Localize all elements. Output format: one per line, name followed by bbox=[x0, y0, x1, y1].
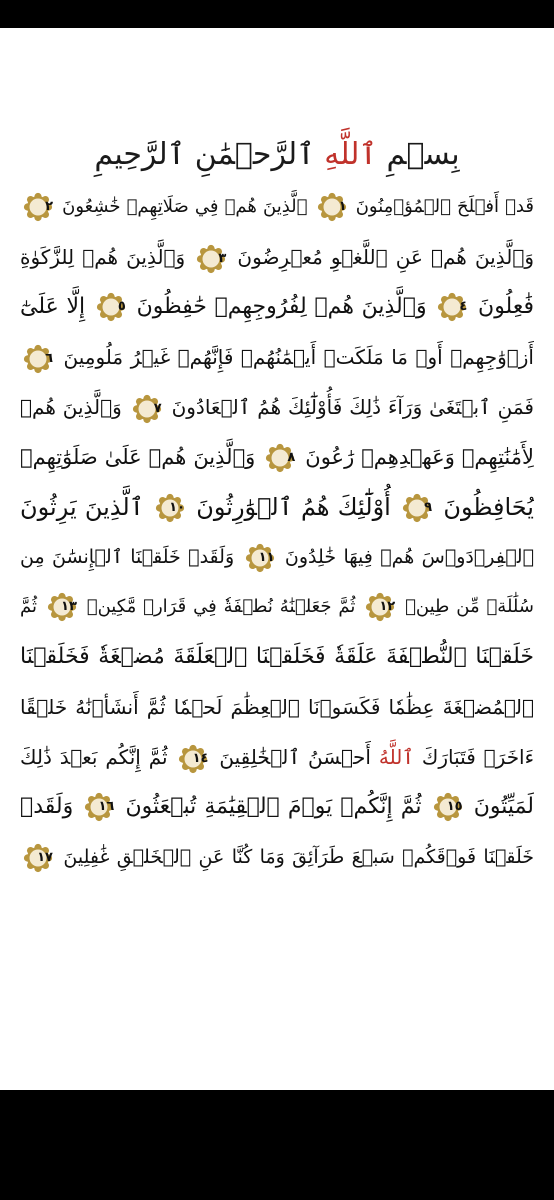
verse-line bbox=[20, 232, 534, 282]
ayah-marker[interactable] bbox=[196, 244, 226, 274]
ayah-marker[interactable] bbox=[155, 493, 185, 523]
verse-text: فَمَنِ ٱبۡتَغَىٰ وَرَآءَ ذَٰلِكَ فَأُوْلَٰٓئِكَ هُمُ ٱلۡعَادُونَ bbox=[171, 395, 534, 419]
ayah-marker[interactable] bbox=[402, 493, 432, 523]
ayah-number: ٣ bbox=[218, 250, 227, 266]
ayah-marker[interactable] bbox=[245, 543, 275, 573]
basmala-part-2: ٱلرَّحۡمَٰنِ ٱلرَّحِيمِ bbox=[94, 137, 325, 172]
verse-text: إِلَّا عَلَىٰٓ bbox=[20, 294, 86, 319]
verse-line bbox=[20, 182, 534, 232]
ayah-number: ٧ bbox=[153, 400, 162, 416]
verse-text: وَٱلَّذِينَ هُمۡ عَلَىٰ صَلَوَٰتِهِمۡ bbox=[20, 445, 256, 469]
verse-line bbox=[20, 732, 534, 782]
verse-lines bbox=[20, 182, 534, 882]
ayah-number: ١٥ bbox=[446, 799, 463, 814]
ayah-number: ١٤ bbox=[192, 750, 209, 766]
verse-line bbox=[20, 532, 534, 582]
verse-text: ٱلَّذِينَ يَرِثُونَ bbox=[20, 493, 144, 521]
ayah-marker[interactable] bbox=[23, 843, 53, 873]
ayah-number: ١٦ bbox=[98, 799, 115, 814]
verse-line bbox=[20, 632, 534, 682]
verse-text: لِأَمَٰنَٰتِهِمۡ وَعَهۡدِهِمۡ رَٰعُونَ bbox=[305, 445, 534, 469]
verse-text: ثُمَّ bbox=[20, 596, 37, 617]
verse-text: وَلَقَدۡ bbox=[20, 794, 74, 819]
ayah-marker[interactable] bbox=[437, 292, 467, 322]
ayah-number: ٢ bbox=[45, 199, 53, 214]
ayah-number: ٦ bbox=[45, 350, 53, 366]
ayah-marker[interactable] bbox=[23, 344, 53, 374]
verse-text: وَلَقَدۡ خَلَقۡنَا ٱلۡإِنسَٰنَ مِن bbox=[20, 546, 235, 568]
verse-text: ثُمَّ جَعَلۡنَٰهُ نُطۡفَةٗ فِي قَرَارٖ مَّكِينٖ bbox=[86, 596, 356, 617]
ayah-number: ١٠ bbox=[169, 500, 186, 515]
basmala bbox=[20, 128, 534, 182]
basmala-part-1: بِسۡمِ bbox=[377, 137, 460, 172]
ayah-marker[interactable] bbox=[433, 792, 463, 822]
ayah-marker[interactable] bbox=[84, 792, 114, 822]
verse-text: وَٱلَّذِينَ هُمۡ لِلزَّكَوٰةِ bbox=[20, 245, 186, 269]
ayah-number: ٥ bbox=[117, 299, 126, 314]
ayah-number: ٩ bbox=[424, 500, 433, 515]
divine-name: ٱللَّهُ bbox=[378, 745, 415, 769]
verse-text: ءَاخَرَۚ فَتَبَارَكَ bbox=[421, 745, 534, 769]
ayah-number: ١٣ bbox=[61, 599, 77, 614]
basmala-divine-name: ٱللَّهِ bbox=[324, 137, 378, 172]
ayah-marker[interactable] bbox=[265, 443, 295, 473]
verse-line bbox=[20, 682, 534, 732]
verse-text: يُحَافِظُونَ bbox=[443, 493, 534, 521]
verse-text: وَٱلَّذِينَ هُمۡ bbox=[20, 395, 122, 419]
verse-text: أَزۡوَٰجِهِمۡ أَوۡ مَا مَلَكَتۡ أَيۡمَٰنُهُمۡ فَإِنَّهُمۡ غَيۡرُ مَلُومِينَ bbox=[63, 345, 534, 369]
verse-text: وَٱلَّذِينَ هُمۡ لِفُرُوجِهِمۡ حَٰفِظُونَ bbox=[136, 294, 427, 319]
verse-text: فَٰعِلُونَ bbox=[478, 294, 534, 319]
ayah-marker[interactable] bbox=[23, 192, 53, 222]
ayah-number: ١٢ bbox=[379, 599, 396, 614]
verse-text: وَٱلَّذِينَ هُمۡ عَنِ ٱللَّغۡوِ مُعۡرِضُونَ bbox=[237, 245, 534, 269]
verse-line bbox=[20, 482, 534, 532]
surah-text-block bbox=[20, 128, 534, 882]
verse-line bbox=[20, 332, 534, 382]
verse-text: قَدۡ أَفۡلَحَ ٱلۡمُؤۡمِنُونَ bbox=[355, 196, 534, 217]
verse-text: خَلَقۡنَا فَوۡقَكُمۡ سَبۡعَ طَرَآئِقَ وَمَا كُنَّا عَنِ ٱلۡخَلۡقِ غَٰفِلِينَ bbox=[63, 846, 534, 868]
verse-text: سُلَٰلَةٖ مِّن طِينٖ bbox=[405, 596, 534, 617]
ayah-number: ١٧ bbox=[37, 849, 53, 865]
ayah-number: ٨ bbox=[287, 450, 296, 465]
mushaf-page[interactable] bbox=[0, 28, 554, 1090]
ayah-marker[interactable] bbox=[132, 394, 162, 424]
ayah-number: ١١ bbox=[258, 549, 275, 565]
ayah-marker[interactable] bbox=[317, 192, 347, 222]
verse-text: ثُمَّ إِنَّكُمۡ يَوۡمَ ٱلۡقِيَٰمَةِ تُبۡعَثُونَ bbox=[125, 794, 422, 819]
ayah-number: ١ bbox=[338, 199, 347, 214]
verse-line bbox=[20, 282, 534, 332]
verse-text: أَحۡسَنُ ٱلۡخَٰلِقِينَ bbox=[219, 745, 371, 769]
verse-text: خَلَقۡنَا ٱلنُّطۡفَةَ عَلَقَةٗ فَخَلَقۡنَا ٱلۡعَلَقَةَ مُضۡغَةٗ فَخَلَقۡنَا bbox=[20, 644, 534, 669]
verse-line bbox=[20, 832, 534, 882]
verse-text: لَمَيِّتُونَ bbox=[473, 794, 534, 819]
ayah-number: ٤ bbox=[459, 299, 468, 314]
verse-line bbox=[20, 382, 534, 432]
verse-text: ٱلۡفِرۡدَوۡسَ هُمۡ فِيهَا خَٰلِدُونَ bbox=[284, 546, 534, 568]
ayah-marker[interactable] bbox=[178, 744, 208, 774]
verse-text: ٱلۡمُضۡغَةَ عِظَٰمٗا فَكَسَوۡنَا ٱلۡعِظَٰمَ لَحۡمٗا ثُمَّ أَنشَأۡنَٰهُ خَلۡقًا bbox=[20, 695, 534, 719]
verse-text: ثُمَّ إِنَّكُم بَعۡدَ ذَٰلِكَ bbox=[20, 745, 168, 769]
ayah-marker[interactable] bbox=[96, 292, 126, 322]
verse-text: ٱلَّذِينَ هُمۡ فِي صَلَاتِهِمۡ خَٰشِعُونَ bbox=[62, 196, 308, 217]
verse-line bbox=[20, 582, 534, 632]
verse-line bbox=[20, 782, 534, 832]
verse-line bbox=[20, 432, 534, 482]
ayah-marker[interactable] bbox=[47, 592, 77, 622]
verse-text: أُوْلَٰٓئِكَ هُمُ ٱلۡوَٰرِثُونَ bbox=[196, 493, 391, 521]
ayah-marker[interactable] bbox=[365, 592, 395, 622]
